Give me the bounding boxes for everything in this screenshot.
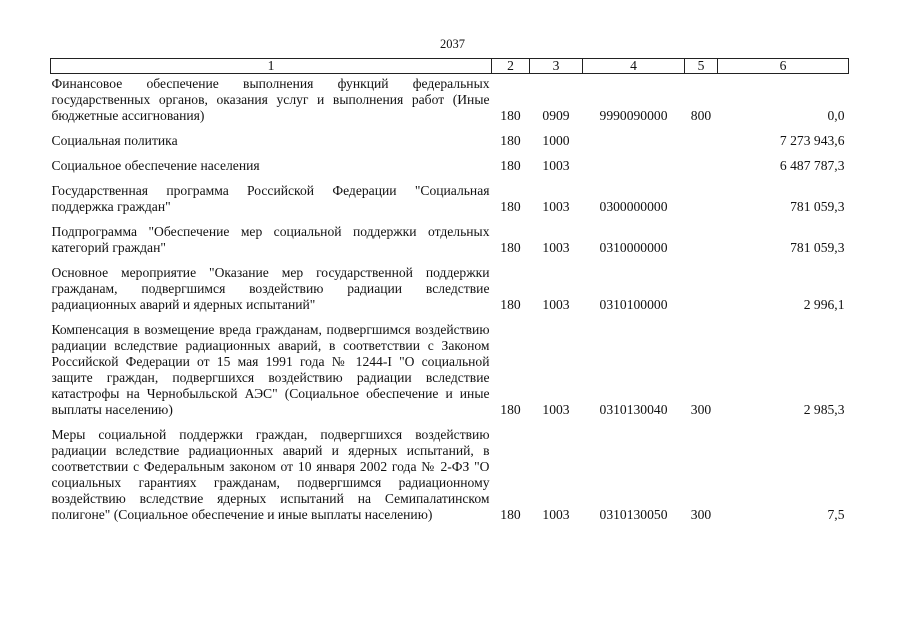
expense-name: Меры социальной поддержки граждан, подвергшихся воздействию радиации вследствие радиационных аварий и ядерных испытаний, в соответствии с Федеральным законом от 10 января 2002 года № 2-ФЗ "О социальных гарантиях гражданам, подвергшимся радиационному воздействию вследствие ядерных испытаний на Семипалатинском полигоне" (Социальное обеспечение и иные выплаты населению) bbox=[51, 427, 490, 522]
page-number: 2037 bbox=[440, 37, 465, 51]
expense-type-code bbox=[685, 256, 718, 313]
amount: 7,5 bbox=[827, 507, 845, 522]
amount: 7 273 943,6 bbox=[779, 133, 845, 148]
budget-table bbox=[50, 58, 849, 523]
target-article-code bbox=[583, 124, 685, 149]
expense-name: Подпрограмма "Обеспечение мер социальной поддержки отдельных категорий граждан" bbox=[51, 224, 490, 255]
ministry-code: 180 bbox=[500, 507, 521, 522]
ministry-code: 180 bbox=[500, 108, 521, 123]
expense-name: Социальная политика bbox=[51, 133, 178, 148]
target-article-code: 0310130040 bbox=[599, 402, 668, 417]
expense-type-code bbox=[685, 174, 718, 215]
table-row bbox=[51, 74, 849, 125]
section-code: 1003 bbox=[542, 240, 570, 255]
table-row bbox=[51, 313, 849, 418]
target-article-code: 0310100000 bbox=[599, 297, 668, 312]
expense-name: Государственная программа Российской Федерации "Социальная поддержка граждан" bbox=[51, 183, 490, 214]
table-row bbox=[51, 256, 849, 313]
expense-name: Финансовое обеспечение выполнения функций федеральных государственных органов, оказания услуг и выполнения работ (Иные бюджетные ассигнования) bbox=[51, 76, 490, 123]
expense-type-code bbox=[685, 149, 718, 174]
expense-type-code bbox=[685, 124, 718, 149]
expense-name: Основное мероприятие "Оказание мер государственной поддержки гражданам, подвергшимся воздействию радиации вследствие радиационных аварий и ядерных испытаний" bbox=[51, 265, 490, 312]
amount: 781 059,3 bbox=[790, 240, 845, 255]
section-code: 1003 bbox=[542, 158, 570, 173]
column-number-row bbox=[51, 59, 849, 74]
ministry-code: 180 bbox=[500, 158, 521, 173]
expense-type-code: 800 bbox=[690, 108, 712, 123]
column-header-2: 2 bbox=[492, 59, 530, 74]
expense-type-code bbox=[685, 215, 718, 256]
column-header-1: 1 bbox=[51, 59, 492, 74]
amount: 2 985,3 bbox=[803, 402, 845, 417]
section-code: 0909 bbox=[542, 108, 570, 123]
expense-type-code: 300 bbox=[690, 402, 712, 417]
table-row bbox=[51, 149, 849, 174]
section-code: 1003 bbox=[542, 402, 570, 417]
table-header bbox=[51, 59, 849, 74]
target-article-code: 0300000000 bbox=[599, 199, 668, 214]
column-header-5: 5 bbox=[685, 59, 718, 74]
column-header-3: 3 bbox=[530, 59, 583, 74]
section-code: 1003 bbox=[542, 297, 570, 312]
column-header-4: 4 bbox=[583, 59, 685, 74]
table-row bbox=[51, 174, 849, 215]
section-code: 1000 bbox=[542, 133, 570, 148]
target-article-code bbox=[583, 149, 685, 174]
section-code: 1003 bbox=[542, 199, 570, 214]
ministry-code: 180 bbox=[500, 402, 521, 417]
table-row bbox=[51, 124, 849, 149]
expense-name: Компенсация в возмещение вреда гражданам, подвергшимся воздействию радиации вследствие радиационных аварий, в соответствии с Законом Российской Федерации от 15 мая 1991 года № 1244-I "О социальной защите граждан, подвергшихся воздействию радиации вследствие катастрофы на Чернобыльской АЭС" (Социальное обеспечение и иные выплаты населению) bbox=[51, 322, 490, 417]
ministry-code: 180 bbox=[500, 240, 521, 255]
column-header-6: 6 bbox=[718, 59, 849, 74]
table-row bbox=[51, 215, 849, 256]
ministry-code: 180 bbox=[500, 133, 521, 148]
amount: 6 487 787,3 bbox=[779, 158, 845, 173]
expense-name: Социальное обеспечение населения bbox=[51, 158, 260, 173]
budget-table-sheet bbox=[50, 58, 848, 523]
section-code: 1003 bbox=[542, 507, 570, 522]
target-article-code: 0310130050 bbox=[599, 507, 668, 522]
target-article-code: 0310000000 bbox=[599, 240, 668, 255]
amount: 781 059,3 bbox=[790, 199, 845, 214]
ministry-code: 180 bbox=[500, 199, 521, 214]
amount: 0,0 bbox=[827, 108, 845, 123]
ministry-code: 180 bbox=[500, 297, 521, 312]
amount: 2 996,1 bbox=[803, 297, 845, 312]
expense-type-code: 300 bbox=[690, 507, 712, 522]
table-body bbox=[51, 74, 849, 524]
target-article-code: 9990090000 bbox=[599, 108, 668, 123]
table-row bbox=[51, 418, 849, 523]
